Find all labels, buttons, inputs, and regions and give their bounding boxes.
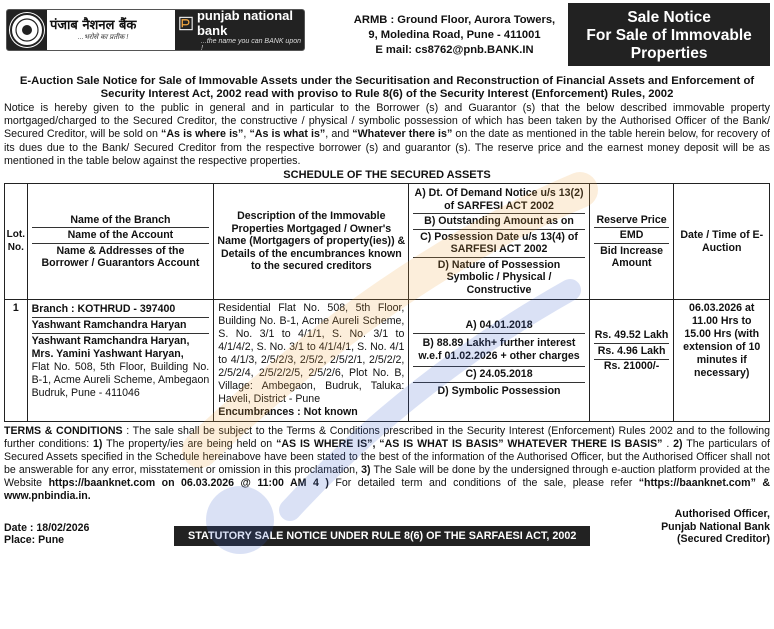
row-possession-nature: D) Symbolic Possession [437, 385, 561, 398]
row-borrower-address: Flat No. 508, 5th Floor, Building No. B-1, Acme Aureli Scheme, Ambegaon Budruk, Pune - 411046 [31, 361, 210, 400]
secured-assets-table [4, 183, 770, 422]
row-auction-date: 06.03.2026 at 11.00 Hrs to 15.00 Hrs (with extension of 10 minutes if necessary) [674, 300, 770, 422]
terms-paragraph [4, 425, 770, 503]
intro-quote-2: “As is what is” [249, 128, 326, 141]
intro-text-2: on the date as mentioned in the table herein below, for recovery of its dues due to the Bank/ Secured Creditor from the respective borrower (s) and guarantor (s). The reserve price and the earnest money deposit will be as mentioned in the table below against the respective properties. [4, 128, 770, 167]
header-borrower: Name & Addresses of the Borrower / Guarantors Account [41, 244, 200, 270]
row-account: Yashwant Ramchandra Haryan [32, 318, 210, 334]
address-email: E mail: cs8762@pnb.BANK.IN [375, 44, 534, 56]
header-account: Name of the Account [32, 228, 210, 244]
terms-quote: “AS IS WHERE IS”, “AS IS WHAT IS BASIS” WHATEVER THERE IS BASIS” [276, 438, 663, 451]
officer-line-3: (Secured Creditor) [676, 533, 770, 546]
notice-date: Date : 18/02/2026 [4, 521, 90, 534]
logo-hindi-name: पंजाब नैशनल बैंक [50, 18, 137, 33]
terms-text-2: The property/ies are being held on [102, 438, 277, 451]
header-price [589, 184, 674, 300]
logo-english-name: punjab national bank [196, 9, 294, 38]
row-borrower-cell [27, 300, 214, 422]
terms-reference-links[interactable]: “https://baanknet.com” & www.pnbindia.in. [4, 477, 771, 503]
row-branch: Branch : KOTHRUD - 397400 [32, 302, 210, 318]
footer [4, 508, 770, 546]
pnb-logo [6, 9, 305, 51]
row-demand-date: A) 04.01.2018 [413, 318, 584, 334]
row-lot: 1 [5, 300, 28, 422]
row-description-cell [214, 300, 409, 422]
intro-quote-3: “Whatever there is” [352, 128, 453, 141]
intro-comma-1: , [243, 128, 250, 141]
title-line-2: For Sale of Immovable [586, 27, 752, 44]
header-possession-date: C) Possession Date u/s 13(4) of SARFESI ACT 2002 [413, 230, 584, 258]
table-header-row [5, 184, 770, 300]
header-description: Description of the Immovable Properties Mortgaged / Owner's Name (Mortgagers of property(ies)) & Details of the encumbrances known to the secured creditors [214, 184, 409, 300]
officer-line-1: Authorised Officer, [674, 508, 770, 521]
row-reserve-price: Rs. 49.52 Lakh [594, 328, 670, 344]
title-line-3: Properties [630, 45, 708, 62]
header-auction-date: Date / Time of E-Auction [674, 184, 770, 300]
intro-text-1: Notice is hereby given to the public in general and in particular to the Borrower (s) and Guarantor (s) that the below described immovable property mortgaged/charged to the Secured Creditor, the constructive / physical / symbolic possession of which has been taken by the Authorised Officer of the Bank/ Secured Creditor, will be sold on [4, 102, 770, 141]
logo-hindi-tagline: ...भरोसे का प्रतीक ! [78, 34, 129, 41]
branch-address [341, 3, 569, 58]
terms-num-1: 1) [93, 438, 103, 451]
officer-line-2: Punjab National Bank [661, 520, 770, 533]
row-borrower-names: Yashwant Ramchandra Haryan, Mrs. Yamini Yashwant Haryan, [31, 335, 190, 361]
bank-seal-icon [9, 12, 45, 48]
intro-paragraph [4, 102, 770, 168]
intro-quote-1: “As is where is” [161, 128, 244, 141]
header-possession-nature: D) Nature of Possession Symbolic / Physical / Constructive [437, 258, 561, 296]
row-notice-cell [409, 300, 589, 422]
row-price-cell [589, 300, 674, 422]
terms-num-3: 3) [361, 464, 371, 477]
title-line-1: Sale Notice [627, 9, 711, 26]
statutory-notice-banner: STATUTORY SALE NOTICE UNDER RULE 8(6) OF THE SARFAESI ACT, 2002 [174, 526, 590, 546]
terms-text-3: . [662, 438, 674, 451]
terms-text-5: The Sale will be done by the undersigned through e-auction platform provided at the Website [4, 464, 770, 490]
intro-comma-2: , and [325, 128, 353, 141]
header-outstanding: B) Outstanding Amount as on [413, 214, 584, 230]
terms-num-4: 4 ) [306, 477, 329, 490]
terms-text-4: The particulars of Secured Assets specified in the Schedule hereinabove have been stated to the best of the information of the Authorised Officer, but the Authorised Officer shall not be answerable for any error, misstatement or omission in this proclamation, [4, 438, 770, 477]
header-lot: Lot. No. [5, 184, 28, 300]
header [4, 3, 770, 69]
notice-title-box [568, 3, 770, 66]
date-place [4, 522, 154, 546]
row-bid-increase: Rs. 21000/- [603, 360, 660, 373]
authorised-officer [661, 508, 770, 546]
header-branch: Name of the Branch [32, 213, 210, 229]
address-line-2: 9, Moledina Road, Pune - 411001 [368, 29, 541, 41]
schedule-title: SCHEDULE OF THE SECURED ASSETS [283, 169, 491, 182]
row-possession-date: C) 24.05.2018 [413, 367, 584, 383]
logo-english-tagline: ...the name you can BANK upon ! [201, 38, 302, 51]
table-row [5, 300, 770, 422]
terms-website-link[interactable]: https://baanknet.com on 06.03.2026 @ 11:00 AM [48, 477, 307, 490]
notice-heading: E-Auction Sale Notice for Sale of Immovable Assets under the Securitisation and Reconstruction of Financial Assets and Enforcement of Security Interest Act, 2002 read with proviso to Rule 8(6) of the Security Interest (Enforcement) Rules, 2002 [19, 75, 755, 100]
terms-label: TERMS & CONDITIONS [4, 425, 123, 438]
header-demand-notice: A) Dt. Of Demand Notice u/s 13(2) of SARFESI ACT 2002 [413, 186, 584, 214]
row-outstanding: B) 88.89 Lakh+ further interest w.e.f 01.02.2026 + other charges [413, 334, 584, 367]
terms-text-1: : The sale shall be subject to the Terms & Conditions prescribed in the Security Interest (Enforcement) Rules 2002 and to the following further conditions: [4, 425, 770, 451]
row-emd: Rs. 4.96 Lakh [594, 344, 670, 360]
address-line-1: ARMB : Ground Floor, Aurora Towers, [353, 14, 556, 26]
notice-place: Place: Pune [4, 533, 65, 546]
header-branch-account [27, 184, 214, 300]
header-notice-details [409, 184, 589, 300]
row-encumbrances: Encumbrances : Not known [218, 406, 358, 419]
terms-num-2: 2) [673, 438, 683, 451]
pnb-mark-icon [179, 15, 193, 32]
header-emd: EMD [594, 228, 670, 244]
header-reserve-price: Reserve Price [594, 213, 670, 229]
row-description: Residential Flat No. 508, 5th Floor, Building No. B-1, Acme Aureli Scheme, S. No. 3/1 to 4/1/1, S. No. 3/1 to 4/1/4/2, S. No. 3/1 to 4/1/4/1, S. No. 4/1 to 4/1/3, 2/5/2/3, 2/5/2, 2/5/2/1, 2/5/2/2, 2/5/2/4, 2/5/2/2/5, 2/5/2/6, Plot No. B, Village: Ambegaon, Budruk, Taluka: Haveli, District - Pune [218, 302, 405, 406]
terms-text-6: For detailed term and conditions of the sale, please refer [328, 477, 639, 490]
header-bid-increase: Bid Increase Amount [600, 244, 664, 270]
